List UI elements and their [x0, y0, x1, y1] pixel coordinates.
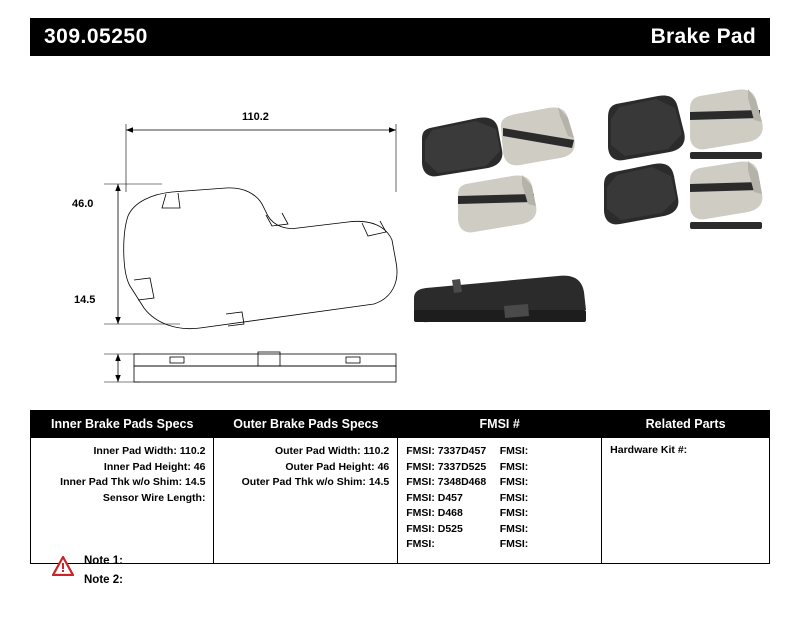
fmsi-item: FMSI: 7348D468 [406, 476, 487, 488]
fmsi-item: FMSI: [499, 522, 529, 535]
fmsi-item: FMSI: [499, 476, 529, 488]
column-header-outer: Outer Brake Pads Specs [214, 411, 398, 438]
fmsi-column-left [406, 444, 499, 553]
fmsi-item: FMSI: D468 [406, 507, 463, 519]
cell-inner-specs [31, 438, 214, 564]
fmsi-item: FMSI: D457 [406, 491, 463, 504]
fmsi-item: FMSI: [499, 445, 529, 457]
spec-row: Inner Pad Width: 110.2 [93, 445, 206, 457]
pad-photo-group-right [604, 89, 763, 229]
fmsi-item: FMSI: [499, 460, 529, 473]
spec-row: Outer Pad Height: 46 [285, 460, 390, 473]
note-line-2: Note 2: [84, 574, 123, 586]
cell-outer-specs [214, 438, 398, 564]
fmsi-item: FMSI: [499, 538, 529, 550]
dimension-thickness-label: 14.5 [74, 294, 96, 306]
header-bar [30, 18, 770, 56]
drawing-area [30, 66, 770, 386]
specs-table [30, 410, 770, 564]
cell-fmsi [398, 438, 602, 564]
fmsi-item: FMSI: 7337D525 [406, 460, 487, 473]
fmsi-item: FMSI: [406, 538, 435, 550]
spec-row: Inner Pad Height: 46 [103, 460, 206, 473]
column-header-inner: Inner Brake Pads Specs [31, 411, 214, 438]
cell-related-parts [602, 438, 770, 564]
table-header-row [31, 411, 770, 438]
note-line-1: Note 1: [84, 555, 123, 567]
column-header-related: Related Parts [602, 411, 770, 438]
fmsi-item: FMSI: [499, 507, 529, 519]
fmsi-item: FMSI: 7337D457 [406, 445, 487, 457]
spec-row: Outer Pad Width: 110.2 [274, 445, 390, 457]
page-title: Brake Pad [650, 25, 756, 48]
pad-photo-group-left [422, 107, 575, 232]
table-body-row [31, 438, 770, 564]
related-part-item: Hardware Kit #: [610, 444, 688, 456]
technical-drawing [30, 66, 430, 386]
pad-photo-edge [414, 276, 586, 323]
notes-section [52, 552, 123, 590]
warning-triangle-icon [52, 556, 74, 576]
spec-row: Inner Pad Thk w/o Shim: 14.5 [60, 476, 206, 488]
spec-row: Sensor Wire Length: [102, 491, 206, 504]
fmsi-column-right [500, 444, 593, 553]
dimension-width-label: 110.2 [242, 111, 269, 123]
spec-row: Outer Pad Thk w/o Shim: 14.5 [241, 476, 390, 488]
fmsi-item: FMSI: [499, 491, 529, 504]
product-photos [408, 66, 768, 386]
fmsi-item: FMSI: D525 [406, 522, 463, 535]
column-header-fmsi: FMSI # [398, 411, 602, 438]
dimension-height-label: 46.0 [72, 198, 94, 210]
part-number: 309.05250 [44, 25, 148, 48]
